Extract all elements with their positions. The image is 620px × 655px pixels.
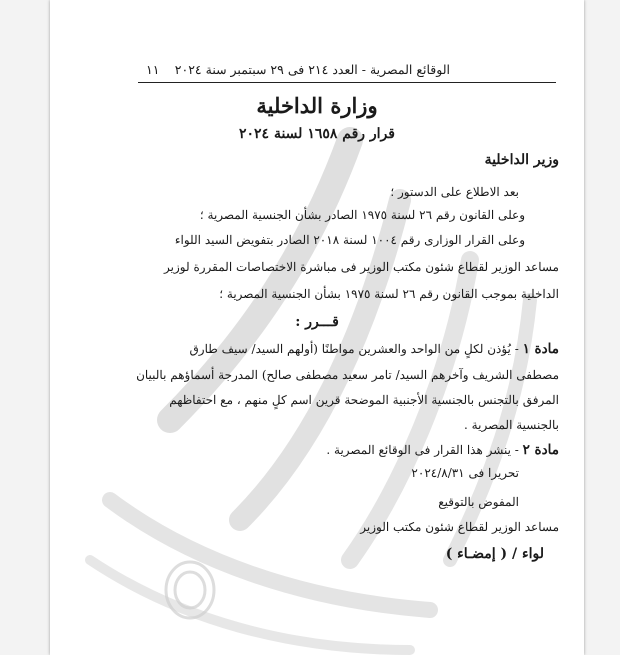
- preamble-line: الداخلية بموجب القانون رقم ٢٦ لسنة ١٩٧٥ بشأن الجنسية المصرية ؛: [219, 287, 559, 301]
- preamble-line: وعلى القرار الوزارى رقم ١٠٠٤ لسنة ٢٠١٨ الصادر بتفويض السيد اللواء: [174, 233, 525, 247]
- minister-heading: وزير الداخلية: [484, 152, 559, 168]
- decree-number: قرار رقم ١٦٥٨ لسنة ٢٠٢٤: [239, 126, 395, 142]
- signature-line: لواء / ( إمضـاء ): [445, 546, 544, 562]
- article-1-label: مادة ١: [522, 341, 559, 357]
- ministry-title: وزارة الداخلية: [256, 93, 378, 118]
- article-1-continuation: بالجنسية المصرية .: [464, 418, 559, 432]
- article-1-continuation: المرفق بالتجنس بالجنسية الأجنبية الموضحة قرين اسم كلٍ منهم ، مع احتفاظهم: [169, 393, 559, 407]
- article-2-text: - ينشر هذا القرار فى الوقائع المصرية .: [326, 443, 523, 457]
- article-1-text: - يُؤذن لكلٍ من الواحد والعشرين مواطنًا (أولهم السيد/ سيف طارق: [189, 342, 523, 356]
- article-1: [189, 341, 559, 357]
- issue-date: تحريرا فى ٢٠٢٤/٨/٣١: [411, 466, 519, 480]
- preamble-line: مساعد الوزير لقطاع شئون مكتب الوزير فى مباشرة الاختصاصات المقررة لوزير: [164, 260, 559, 274]
- preamble-line: بعد الاطلاع على الدستور ؛: [390, 185, 519, 199]
- page-number: ١١: [146, 62, 160, 77]
- assistant-minister-title: مساعد الوزير لقطاع شئون مكتب الوزير: [360, 520, 559, 534]
- document-content: [50, 0, 584, 655]
- decision-heading: قـــرر :: [295, 314, 339, 330]
- article-2-label: مادة ٢: [522, 442, 559, 458]
- header-divider: [138, 82, 556, 83]
- article-2: [326, 442, 559, 458]
- document-page: [50, 0, 584, 655]
- authorized-signatory: المفوض بالتوقيع: [438, 495, 519, 509]
- preamble-line: وعلى القانون رقم ٢٦ لسنة ١٩٧٥ الصادر بشأن الجنسية المصرية ؛: [199, 208, 525, 222]
- gazette-header-title: الوقائع المصرية - العدد ٢١٤ فى ٢٩ سبتمبر سنة ٢٠٢٤: [174, 62, 450, 77]
- article-1-continuation: مصطفى الشريف وآخرهم السيد/ تامر سعيد مصطفى صالح) المدرجة أسماؤهم بالبيان: [136, 368, 559, 382]
